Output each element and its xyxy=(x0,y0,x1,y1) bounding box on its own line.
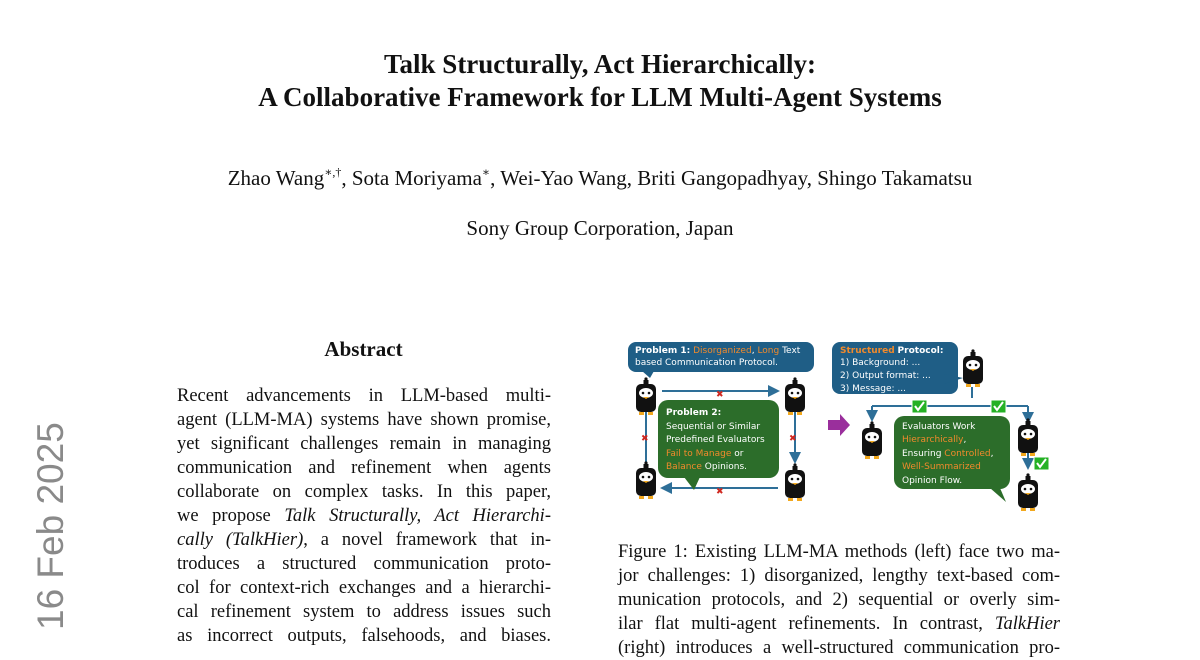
robot-agent-icon xyxy=(862,421,882,459)
robot-agent-icon xyxy=(785,463,805,501)
svg-text:Structured Protocol: xyxy=(840,346,943,356)
cross-icon: ✖ xyxy=(789,434,797,444)
svg-text:Hierarchically,: Hierarchically, xyxy=(902,435,967,445)
svg-text:Ensuring Controlled,: Ensuring Controlled, xyxy=(902,449,994,459)
svg-text:Balance Opinions. xyxy=(666,462,747,472)
abstract-line: communication and refinement when agents xyxy=(177,458,551,478)
evaluators-callout xyxy=(894,416,1010,502)
abstract-line: yet significant challenges remain in managing xyxy=(177,434,551,454)
structured-protocol-callout xyxy=(832,342,963,394)
framework-name-emphasis: Talk Structurally, Act Hierarchi- xyxy=(284,506,551,526)
problem-2-highlight-balance: Balance xyxy=(666,462,702,472)
problem-2-callout xyxy=(658,400,779,490)
problem-1-comma: , xyxy=(751,346,755,356)
cross-icon: ✖ xyxy=(716,487,724,497)
author-2: Sota Moriyama xyxy=(351,166,482,190)
problem-2-end: Opinions. xyxy=(704,462,748,472)
caption-framework-emphasis: TalkHier xyxy=(994,614,1060,634)
problem-2-line-1: Sequential or Similar xyxy=(666,422,761,432)
title-line-1: Talk Structurally, Act Hierarchically: xyxy=(384,49,816,79)
robot-agent-icon xyxy=(785,377,805,415)
evaluators-ensuring: Ensuring xyxy=(902,449,942,459)
protocol-label: Protocol: xyxy=(897,346,944,356)
other-authors: , Wei-Yao Wang, Briti Gangopadhyay, Shingo Takamatsu xyxy=(490,166,973,190)
framework-acronym-emphasis: cally (TalkHier) xyxy=(177,530,304,550)
author-separator: , xyxy=(341,166,352,190)
robot-agent-icon xyxy=(636,377,656,415)
robot-agent-icon xyxy=(963,349,983,387)
protocol-highlight: Structured xyxy=(840,346,895,356)
figure-1 xyxy=(618,340,1060,516)
arxiv-date-stamp: 16 Feb 2025 xyxy=(30,422,71,630)
cross-icon: ✖ xyxy=(716,390,724,400)
evaluators-highlight-controlled: Controlled xyxy=(944,449,991,459)
protocol-item: 2) Output format: ... xyxy=(840,371,931,381)
abstract-line-6-text: we propose xyxy=(177,506,285,526)
abstract-line: col for context-rich exchanges and a hierarchi- xyxy=(177,578,551,598)
svg-text:Fail to Manage or xyxy=(666,449,744,459)
svg-text:Problem 1: Disorganized, Long xyxy=(635,346,801,356)
robot-agent-icon xyxy=(1018,473,1038,511)
protocol-item: 3) Message: ... xyxy=(840,384,907,394)
abstract-line xyxy=(177,528,551,552)
robot-agent-icon xyxy=(636,461,656,499)
caption-line xyxy=(618,612,1060,636)
abstract-line: troduces a structured communication proto- xyxy=(177,554,551,574)
abstract-line xyxy=(177,504,551,528)
abstract-line: as incorrect outputs, falsehoods, and biases. xyxy=(177,626,551,646)
paper-title xyxy=(0,48,1200,114)
evaluators-highlight-summarized: Well-Summarized xyxy=(902,462,981,472)
problem-1-highlight-disorganized: Disorganized xyxy=(693,346,752,356)
figure-1-diagram xyxy=(618,340,1060,516)
abstract-heading: Abstract xyxy=(324,337,403,361)
problem-2-label: Problem 2: xyxy=(666,408,722,418)
author-1: Zhao Wang xyxy=(227,166,325,190)
evaluators-line-1: Evaluators Work xyxy=(902,422,976,432)
title-line-2: A Collaborative Framework for LLM Multi-Agent Systems xyxy=(258,82,942,112)
author-1-marks: ∗,† xyxy=(324,165,342,179)
caption-line-4-text: ilar flat multi-agent refinements. In contrast, xyxy=(618,614,995,634)
author-2-marks: ∗ xyxy=(481,165,491,179)
caption-line: Figure 1: Existing LLM-MA methods (left) face two ma- xyxy=(618,542,1060,562)
problem-1-highlight-long: Long xyxy=(757,346,780,356)
robot-agent-icon xyxy=(1018,418,1038,456)
protocol-item: 1) Background: ... xyxy=(840,358,921,368)
evaluators-highlight-hierarchically: Hierarchically xyxy=(902,435,964,445)
abstract-line: agent (LLM-MA) systems have shown promise, xyxy=(177,410,551,430)
problem-1-line-2: based Communication Protocol. xyxy=(635,358,778,368)
abstract-line: cal refinement system to address issues such xyxy=(177,602,551,622)
evaluators-line-5: Opinion Flow. xyxy=(902,476,963,486)
abstract-line-7-text: , a novel framework that in- xyxy=(303,530,551,550)
author-list xyxy=(0,165,1200,191)
figure-1-caption xyxy=(618,540,1060,660)
abstract-line: Recent advancements in LLM-based multi- xyxy=(177,386,551,406)
problem-2-highlight-fail: Fail to Manage xyxy=(666,449,732,459)
abstract-line: collaborate on complex tasks. In this paper, xyxy=(177,482,551,502)
caption-line: (right) introduces a well-structured communication pro- xyxy=(618,638,1060,658)
problem-2-line-2: Predefined Evaluators xyxy=(666,435,765,445)
right-arrow-icon xyxy=(828,414,850,436)
affiliation: Sony Group Corporation, Japan xyxy=(466,216,734,240)
problem-1-text: Text xyxy=(782,346,801,356)
caption-line: jor challenges: 1) disorganized, lengthy text-based com- xyxy=(618,566,1060,586)
caption-line: munication protocols, and 2) sequential or overly sim- xyxy=(618,590,1060,610)
abstract-text xyxy=(177,384,551,648)
problem-2-or: or xyxy=(734,449,744,459)
problem-1-label: Problem 1: xyxy=(635,346,691,356)
cross-icon: ✖ xyxy=(641,434,649,444)
problem-1-callout xyxy=(628,342,814,378)
